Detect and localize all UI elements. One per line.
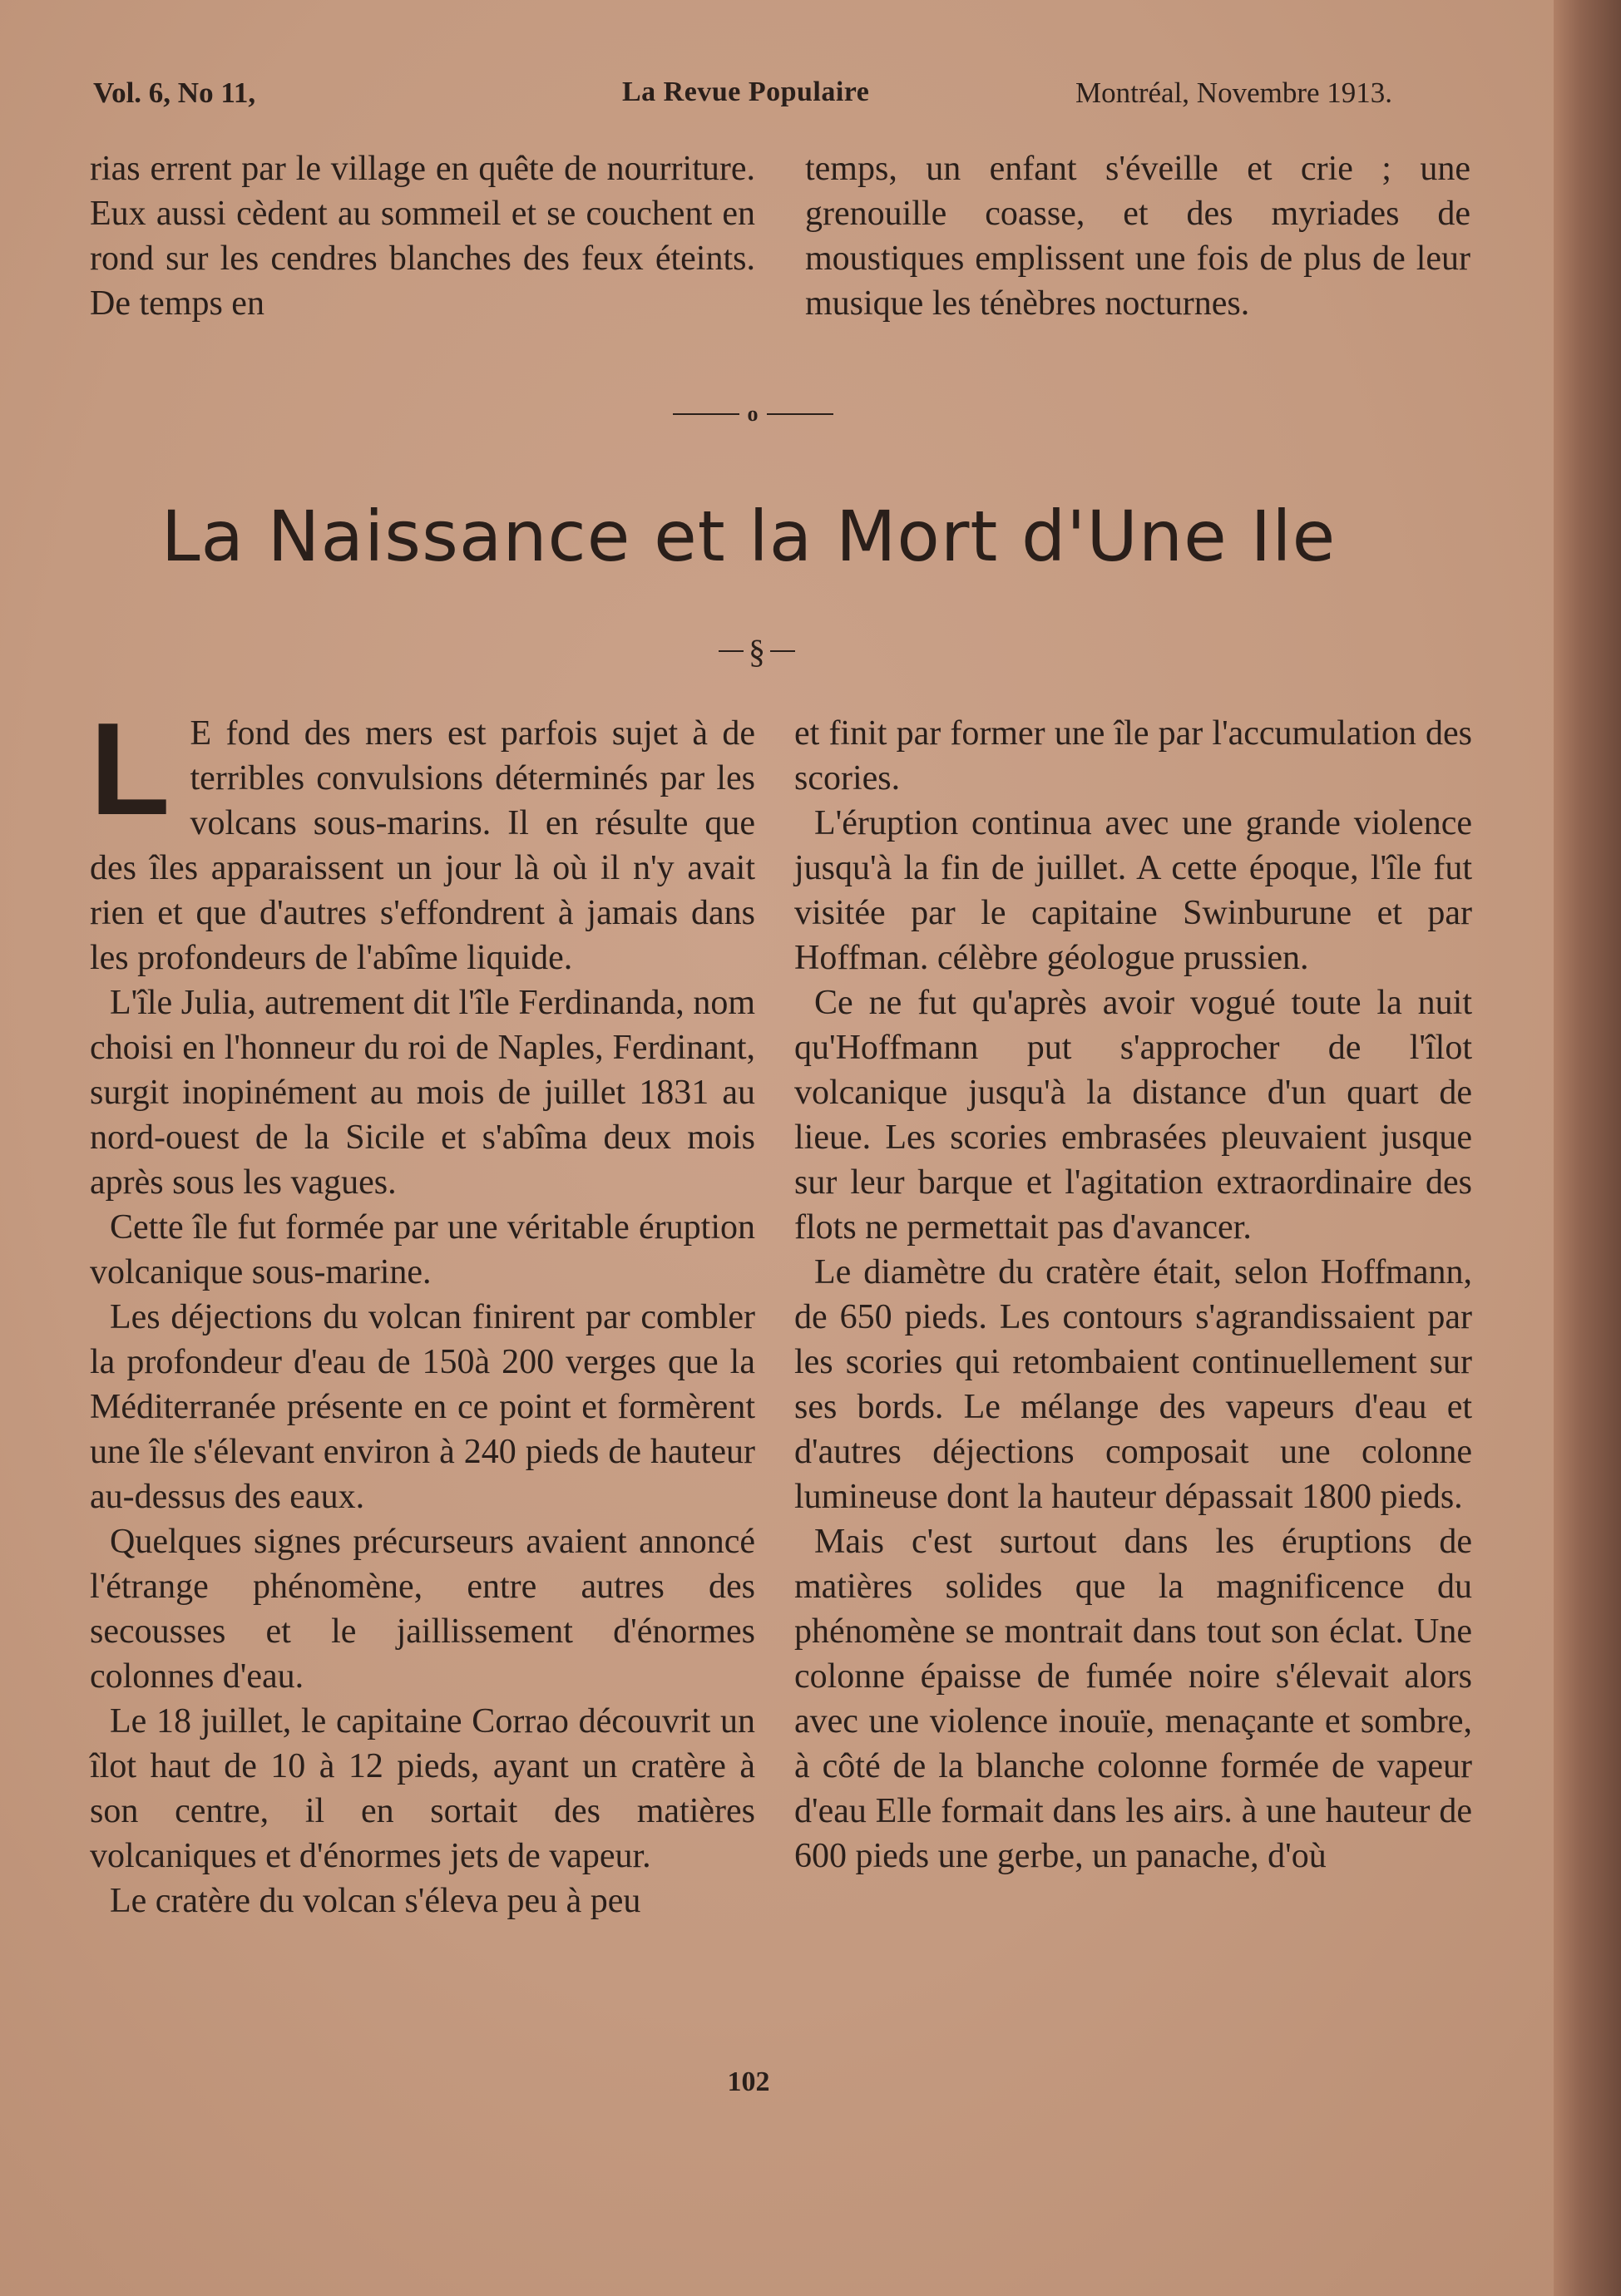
article-left-column: [90, 696, 755, 1923]
article-paragraph: Mais c'est surtout dans les éruptions de matières solides que la magnificence du phénomène se montrait dans tout son éclat. Une colonne épaisse de fumée noire s'élevait alors avec une violence inouïe, menaçante et sombre, à côté de la blanche colonne formée de vapeur d'eau Elle formait dans les airs. à une hauteur de 600 pieds une gerbe, un panache, d'où: [794, 1523, 1472, 1875]
ornament-mark: §: [749, 632, 765, 670]
article-paragraph: Le 18 juillet, le capitaine Corrao découvrit un îlot haut de 10 à 12 pieds, ayant un cratère à son centre, il en sortait des matières volcaniques et d'énormes jets de vapeur.: [90, 1702, 755, 1875]
divider-line-left: [673, 413, 739, 415]
article-paragraph: et finit par former une île par l'accumulation des scories.: [794, 714, 1472, 797]
ornament-line-left: [719, 650, 744, 652]
divider-line-right: [767, 413, 833, 415]
continuation-right-column: [805, 146, 1470, 326]
continuation-right-text: temps, un enfant s'éveille et crie ; une grenouille coasse, et des myriades de moustiques emplissent une fois de plus de leur musique les ténèbres nocturnes.: [805, 150, 1470, 323]
article-paragraph: Les déjections du volcan finirent par combler la profondeur d'eau de 150à 200 verges que la Méditerranée présente en ce point et formèrent une île s'élevant environ à 240 pieds de hauteur au-dessus des eaux.: [90, 1298, 755, 1516]
article-paragraph: Le diamètre du cratère était, selon Hoffmann, de 650 pieds. Les contours s'agrandissaient par les scories qui retombaient continuellement sur ses bords. Le mélange des vapeurs d'eau et d'autres déjections composait une colonne lumineuse dont la hauteur dépassait 1800 pieds.: [794, 1253, 1472, 1516]
article-paragraph: Cette île fut formée par une véritable éruption volcanique sous-marine.: [90, 1208, 755, 1291]
article-paragraph: Le cratère du volcan s'éleva peu à peu: [110, 1882, 641, 1920]
header-publication: La Revue Populaire: [622, 77, 870, 107]
article-paragraph-text: E fond des mers est parfois sujet à de terribles convulsions déterminés par les volcans sous-marins. Il en résulte que des îles apparaissent un jour là où il n'y avait rien et que d'autres s'effondrent à jamais dans les profondeurs de l'abîme liquide.: [90, 714, 755, 977]
article-paragraph: Ce ne fut qu'après avoir vogué toute la nuit qu'Hoffmann put s'approcher de l'îlot volcanique jusqu'à la distance d'un quart de lieue. Les scories embrasées pleuvaient jusque sur leur barque et l'agitation extraordinaire des flots ne permettait pas d'avancer.: [794, 984, 1472, 1247]
section-divider: [665, 402, 840, 427]
ornament-line-right: [770, 650, 795, 652]
page-number: 102: [727, 2066, 770, 2097]
article-title: La Naissance et la Mort d'Une Ile: [161, 496, 1337, 577]
continuation-left-text: rias errent par le village en quête de nourriture. Eux aussi cèdent au sommeil et se couchent en rond sur les cendres blanches des feux éteints. De temps en: [90, 150, 755, 323]
article-paragraph: L'île Julia, autrement dit l'île Ferdinanda, nom choisi en l'honneur du roi de Naples, Ferdinant, surgit inopinément au mois de juillet 1831 au nord-ouest de la Sicile et s'abîma deux mois après sous les vagues.: [90, 984, 755, 1202]
drop-cap: L: [90, 696, 171, 842]
article-right-column: [794, 711, 1472, 1879]
divider-mark: o: [747, 402, 759, 426]
article-paragraph: L'éruption continua avec une grande violence jusqu'à la fin de juillet. A cette époque, l'île fut visitée par le capitaine Swinburune et par Hoffman. célèbre géologue prussien.: [794, 804, 1472, 977]
article-paragraph: Quelques signes précurseurs avaient annoncé l'étrange phénomène, entre autres des secousses et le jaillissement d'énormes colonnes d'eau.: [90, 1523, 755, 1696]
header-date: Montréal, Novembre 1913.: [1075, 77, 1393, 109]
continuation-left-column: [90, 146, 755, 326]
title-ornament: [711, 630, 803, 672]
book-spine: [1554, 0, 1621, 2296]
article-paragraph: [90, 696, 755, 980]
header-volume: Vol. 6, No 11,: [93, 77, 256, 109]
